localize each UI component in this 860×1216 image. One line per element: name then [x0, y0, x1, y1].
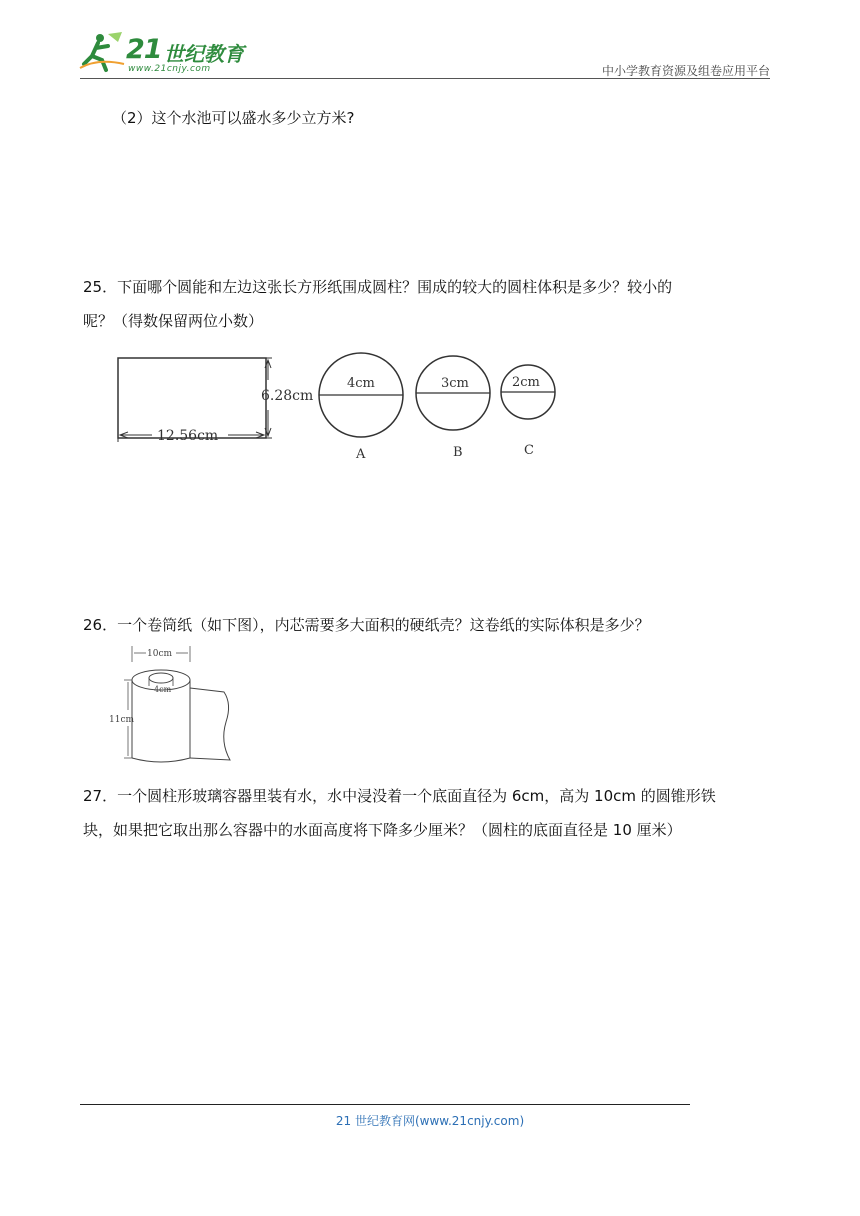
circle-c-label: C: [524, 443, 534, 458]
circle-b-label: B: [453, 445, 463, 460]
question-27-line-2: 块，如果把它取出那么容器中的水面高度将下降多少厘米？（圆柱的底面直径是 10 厘米）: [83, 821, 682, 839]
circle-a-label: A: [356, 447, 366, 462]
figure-25: [100, 340, 580, 474]
question-24-part-2: （2）这个水池可以盛水多少立方米?: [112, 109, 355, 127]
runner-logo-icon: [78, 28, 128, 76]
figure-26: [106, 642, 246, 774]
footer-divider: [80, 1104, 690, 1105]
question-27-line-1: 27．一个圆柱形玻璃容器里装有水，水中浸没着一个底面直径为 6cm，高为 10cm 的圆锥形铁: [83, 787, 716, 805]
rect-height-label: 6.28cm: [261, 388, 314, 404]
circle-b-diameter-label: 3cm: [441, 376, 469, 391]
rect-width-label: 12.56cm: [157, 428, 219, 444]
logo-text: 世纪教育: [164, 42, 244, 66]
logo-url: www.21cnjy.com: [128, 64, 211, 74]
question-25-line-1: 25．下面哪个圆能和左边这张长方形纸围成圆柱？围成的较大的圆柱体积是多少？较小的: [83, 278, 673, 296]
roll-height-label: 11cm: [109, 715, 135, 725]
footer-link[interactable]: 21 世纪教育网(www.21cnjy.com): [335, 1114, 525, 1128]
logo-number: 21: [126, 34, 162, 65]
question-26: 26．一个卷筒纸（如下图），内芯需要多大面积的硬纸壳？这卷纸的实际体积是多少？: [83, 616, 650, 634]
header-platform-text: 中小学教育资源及组卷应用平台: [601, 64, 770, 78]
paper-rectangle: [118, 358, 266, 438]
circle-c-diameter-label: 2cm: [512, 375, 540, 390]
circle-a-diameter-label: 4cm: [347, 376, 375, 391]
header-divider: [80, 78, 770, 79]
core-diameter-label: 4cm: [154, 685, 172, 694]
question-25-line-2: 呢？（得数保留两位小数）: [83, 312, 264, 330]
roll-width-label: 10cm: [147, 649, 173, 659]
